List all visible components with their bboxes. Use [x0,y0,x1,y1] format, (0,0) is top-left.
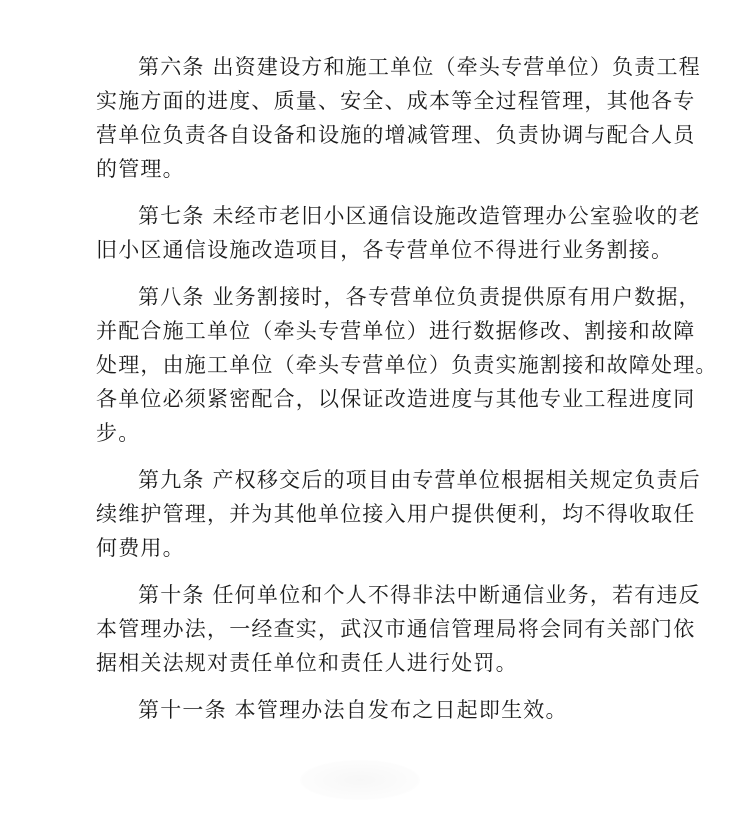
article-8-line-3: 处理，由施工单位（牵头专营单位）负责实施割接和故障处理。 [96,353,718,377]
article-10-line-3: 据相关法规对责任单位和责任人进行处罚。 [96,651,518,675]
paragraph-gap [96,680,656,693]
article-9-line-2: 续维护管理，并为其他单位接入用户提供便利，均不得收取任 [96,502,696,526]
article-11-line-1: 第十一条 本管理办法自发布之日起即生效。 [138,698,568,722]
article-8 [96,280,718,450]
article-8-line-5: 步。 [96,421,141,445]
regulation-text-body [96,50,718,727]
article-7 [96,199,701,267]
article-6-line-2: 实施方面的进度、质量、安全、成本等全过程管理，其他各专 [96,89,696,113]
paragraph-gap [96,267,656,280]
article-10 [96,578,701,680]
article-10-line-2: 本管理办法，一经查实，武汉市通信管理局将会同有关部门依 [96,617,696,641]
article-11 [96,693,656,727]
article-7-line-1: 第七条 未经市老旧小区通信设施改造管理办公室验收的老 [138,204,701,228]
article-8-line-2: 并配合施工单位（牵头专营单位）进行数据修改、割接和故障 [96,319,696,343]
article-8-line-1: 第八条 业务割接时，各专营单位负责提供原有用户数据， [138,285,701,309]
article-6-line-4: 的管理。 [96,157,185,181]
paragraph-gap [96,186,656,199]
article-9-line-3: 何费用。 [96,536,185,560]
paragraph-gap [96,450,656,463]
article-7-line-2: 旧小区通信设施改造项目，各专营单位不得进行业务割接。 [96,238,674,262]
article-6 [96,50,701,186]
article-8-line-4: 各单位必须紧密配合，以保证改造进度与其他专业工程进度同 [96,387,696,411]
article-10-line-1: 第十条 任何单位和个人不得非法中断通信业务，若有违反 [138,583,701,607]
article-9-line-1: 第九条 产权移交后的项目由专营单位根据相关规定负责后 [138,468,701,492]
article-6-line-3: 营单位负责各自设备和设施的增减管理、负责协调与配合人员 [96,123,696,147]
faint-stamp-shadow [300,760,420,800]
paragraph-gap [96,565,656,578]
article-6-line-1: 第六条 出资建设方和施工单位（牵头专营单位）负责工程 [138,55,701,79]
article-9 [96,463,701,565]
